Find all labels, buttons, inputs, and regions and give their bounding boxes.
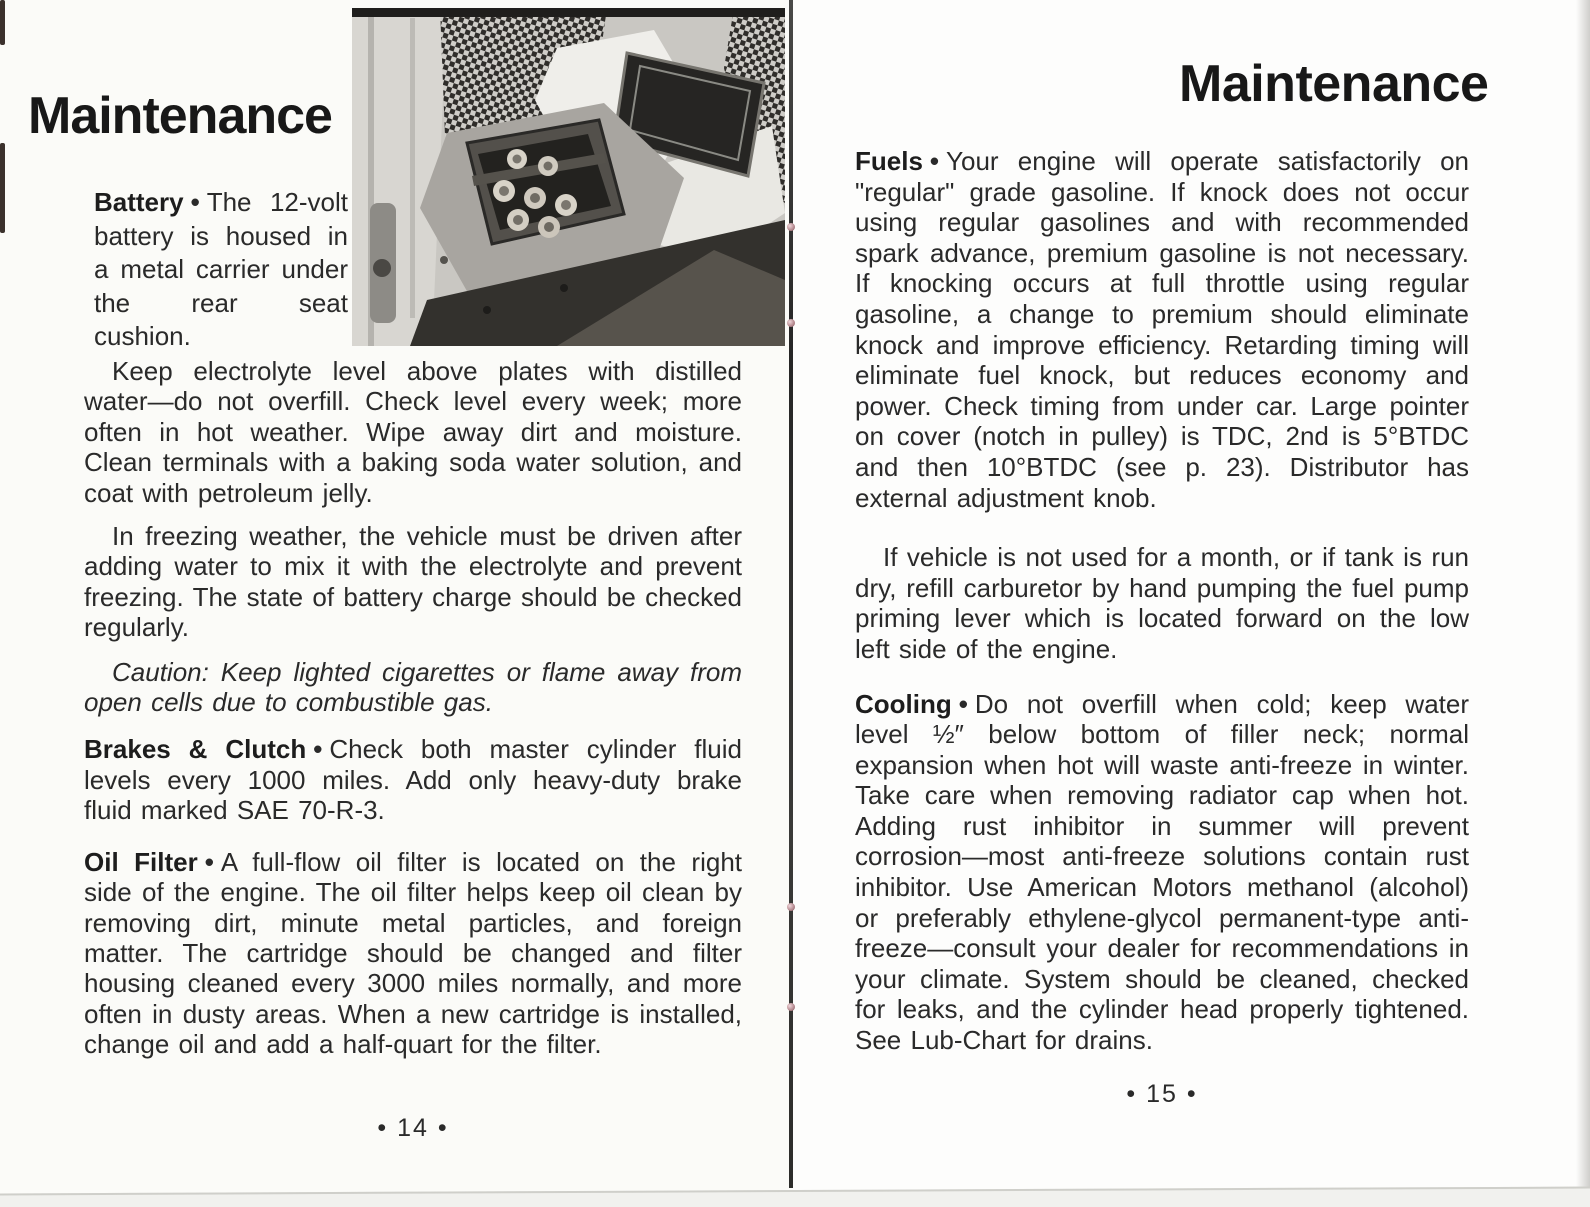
bullet-separator: • [958, 688, 968, 719]
scan-artifact-mark [0, 0, 5, 45]
page-title-right: Maintenance [1179, 55, 1489, 113]
page-title-left: Maintenance [28, 87, 332, 145]
bullet-separator: • [190, 187, 200, 217]
right-page [793, 0, 1590, 1190]
oil-filter-text: A full-flow oil filter is located on the right side of the engine. The oil filter helps keep oil clean by removing dirt, minute metal particles, and foreign matter. The cartridge should be changed and filter housing cleaned every 3000 miles normally, and more often in dusty areas. When a new cartridge is installed, change oil and add a half-quart for the filter. [84, 846, 743, 1060]
cooling-text: Do not overfill when cold; keep water level ½″ below bottom of filler neck; normal expansion when hot will waste anti-freeze in winter. Take care when removing radiator cap when hot. Adding rust inhibitor in summer will prevent corrosion—most anti-freeze solutions contain rust inhibitor. Use American Motors methanol (alcohol) or preferably ethylene-glycol permanent-type anti-freeze—consult your dealer for recommendations in your climate. System should be cleaned, checked for leaks, and the cylinder head properly tightened. See Lub-Chart for drains. [855, 688, 1469, 1056]
page-number-14: • 14 • [377, 1114, 449, 1142]
tank-paragraph: If vehicle is not used for a month, or if tank is run dry, refill carburetor by hand pumping the fuel pump priming lever which is located forward on the low left side of the engine. [855, 542, 1469, 664]
cooling-paragraph [855, 689, 1469, 1056]
right-text-column [855, 146, 1469, 1056]
left-page [0, 0, 789, 1190]
oil-filter-heading: Oil Filter [84, 846, 198, 877]
page-number-15: • 15 • [1126, 1080, 1198, 1108]
staple [787, 1003, 795, 1011]
caution-paragraph: Caution: Keep lighted cigarettes or flame away from open cells due to combustible gas. [84, 656, 742, 718]
cooling-heading: Cooling [855, 688, 952, 719]
battery-photo [352, 8, 785, 346]
fuels-paragraph [855, 146, 1469, 513]
brakes-clutch-heading: Brakes & Clutch [84, 734, 307, 765]
oil-filter-paragraph [84, 847, 742, 1060]
battery-paragraph [94, 186, 348, 354]
battery-text: The 12-volt battery is housed in a metal carrier under the rear seat cushion. [94, 187, 348, 351]
staple [787, 223, 795, 231]
bullet-separator: • [204, 846, 214, 877]
bullet-separator: • [929, 146, 940, 176]
staple [787, 903, 795, 911]
page-curl-shadow [1576, 0, 1590, 1190]
scan-artifact-mark [0, 143, 5, 233]
left-text-column [84, 356, 742, 1060]
battery-heading: Battery [94, 187, 184, 217]
brakes-clutch-text: Check both master cylinder fluid levels every 1000 miles. Add only heavy-duty brake fluid marked SAE 70-R-3. [84, 734, 742, 826]
fuels-text: Your engine will operate satisfactorily on "regular" grade gasoline. If knock does not occur using regular gasolines and with recommended spark advance, premium gasoline is not necessary. If knocking occurs at full throttle using regular gasoline, a change to premium should eliminate knock and improve efficiency. Retarding timing will eliminate fuel knock, but reduces economy and power. Check timing from under car. Large pointer on cover (notch in pulley) is TDC, 2nd is 5°BTDC and then 10°BTDC (see p. 23). Distributor has external adjustment knob. [855, 146, 1469, 513]
electrolyte-paragraph: Keep electrolyte level above plates with distilled water—do not overfill. Check level every week; more often in hot weather. Wipe away dirt and moisture. Clean terminals with a baking soda water solution, and coat with petroleum jelly. [84, 356, 742, 508]
brakes-clutch-paragraph [84, 734, 742, 825]
fuels-heading: Fuels [855, 146, 923, 176]
bullet-separator: • [313, 734, 323, 765]
freezing-paragraph: In freezing weather, the vehicle must be driven after adding water to mix it with the electrolyte and prevent freezing. The state of battery charge should be checked regularly. [84, 521, 742, 643]
battery-photo-illustration [352, 8, 785, 346]
staple [787, 319, 795, 327]
